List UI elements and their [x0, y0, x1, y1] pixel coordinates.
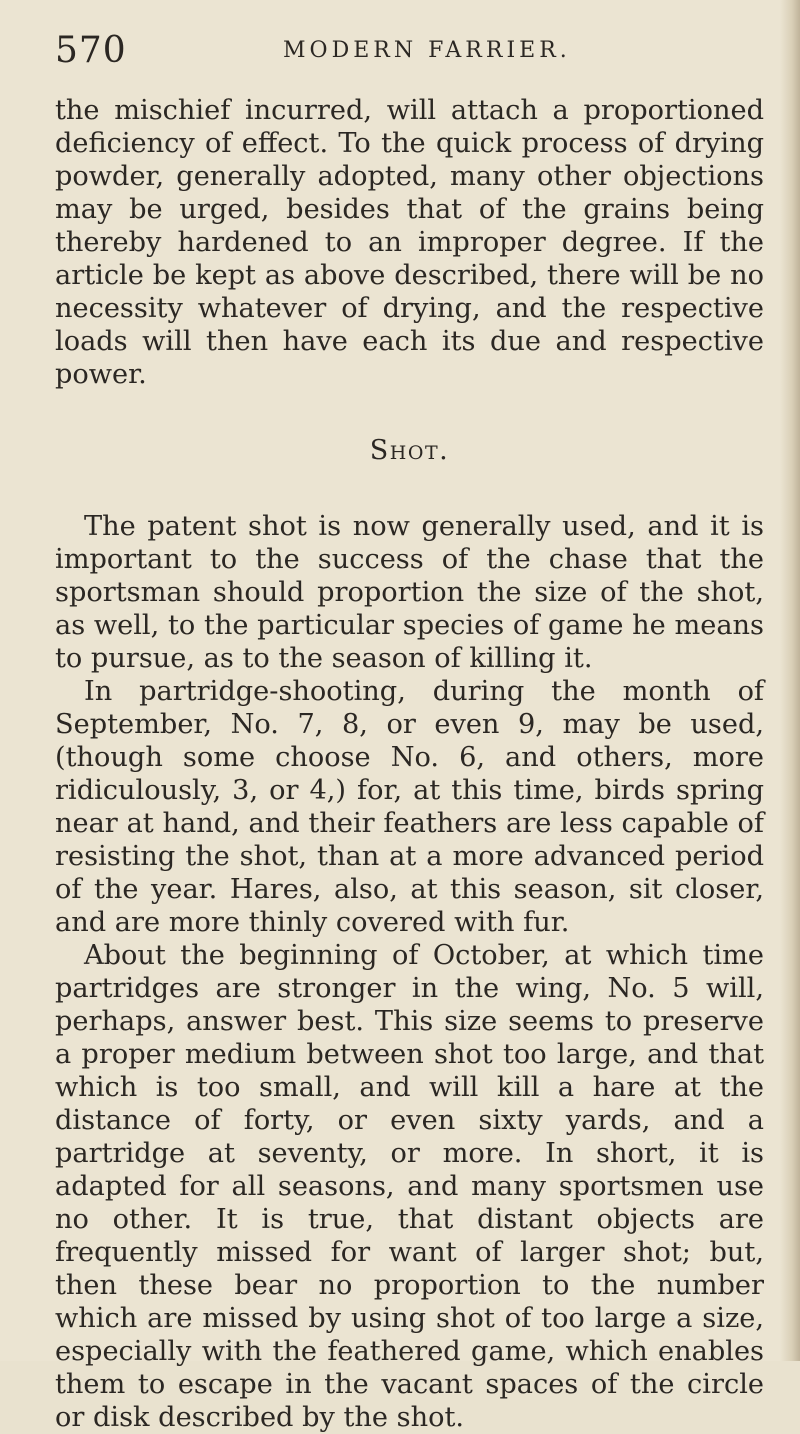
page-edge-shadow — [780, 0, 800, 1361]
paragraph-partridge-shooting: In partridge-shooting, during the month of September, No. 7, 8, or even 9, may be used, (though some choose No. 6, and others, more ridiculously, 3, or 4,) for, at this time, birds spring near at hand, and their feathers are less capable of resisting the shot, than at a more advanced period of the year. Hares, also, at this season, sit closer, and are more thinly covered with fur. — [55, 676, 764, 938]
paragraph-october: About the beginning of October, at which time partridges are stronger in the wing, No. 5 will, perhaps, answer best. This size seems to preserve a proper medium between shot too large, and that which is too small, and will kill a hare at the distance of forty, or even sixty yards, and a partridge at seventy, or more. In short, it is adapted for all seasons, and many sportsmen use no other. It is true, that distant objects are frequently missed for want of larger shot; but, then these bear no proportion to the number which are missed by using shot of too large a size, especially with the feathered game, which enables them to escape in the vacant spaces of the circle or disk described by the shot. — [55, 940, 764, 1433]
paragraph-intro: the mischief incurred, will attach a proportioned deficiency of effect. To the quick process of drying powder, generally adopted, many other objections may be urged, besides that of the grains being thereby hardened to an improper degree. If the article be kept as above described, there will be no necessity whatever of drying, and the respective loads will then have each its due and respective power. — [55, 95, 764, 390]
page-header — [55, 30, 764, 86]
page-number: 570 — [55, 30, 127, 71]
section-title: Shot. — [369, 435, 450, 466]
running-head: MODERN FARRIER. — [283, 38, 571, 63]
paragraph-patent-shot: The patent shot is now generally used, and it is important to the success of the chase that the sportsman should proportion the size of the shot, as well, to the particular species of game he means to pursue, as to the season of killing it. — [55, 511, 764, 674]
